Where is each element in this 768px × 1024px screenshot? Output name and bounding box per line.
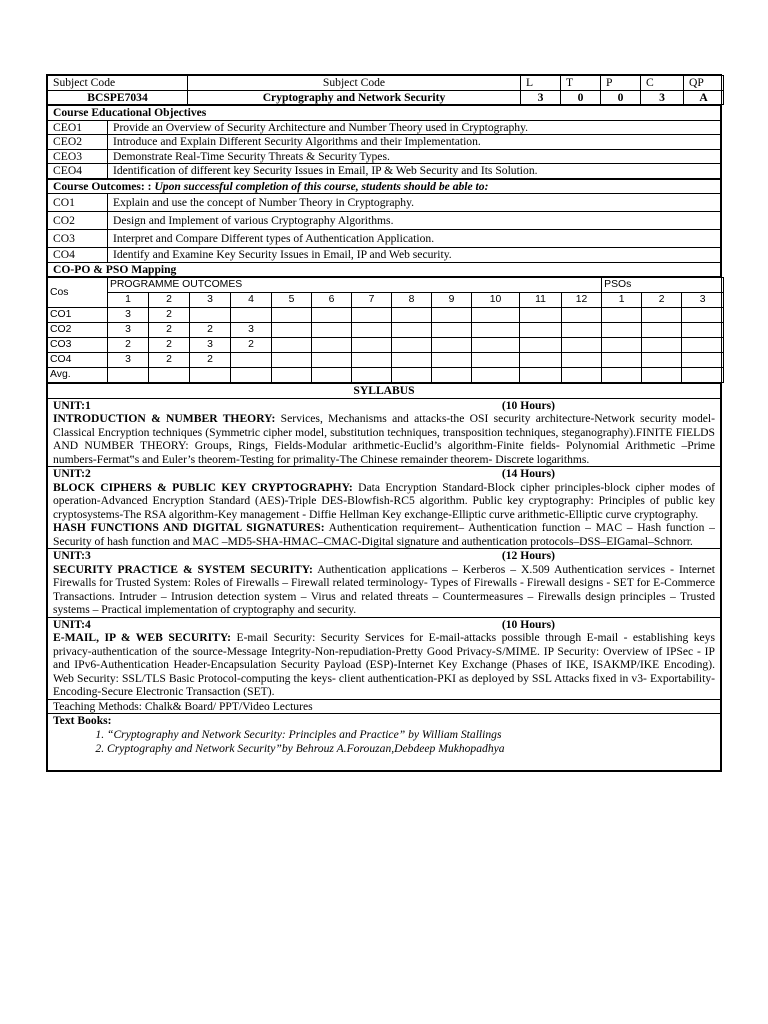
- textbooks-list: [53, 728, 715, 756]
- ceo-text: Demonstrate Real-Time Security Threats & Security Types.: [108, 149, 721, 164]
- unit-topic-body: Authentication requirement– Authentication function – MAC – Hash function – Security of hash function and MAC –MD5-SHA-HMAC–CMAC-Digital signature and authentication protocols–DSS–EIGamal–Schnorr.: [53, 521, 715, 548]
- mapping-cell: [602, 308, 642, 323]
- mapping-cell: [352, 323, 392, 338]
- unit-topic: [53, 521, 715, 548]
- mapping-row: [48, 308, 724, 323]
- co-heading-cell: [48, 179, 721, 194]
- mapping-cell: [520, 368, 562, 383]
- ceo-table: [47, 105, 721, 179]
- mapping-cell: [642, 368, 682, 383]
- po-number: 1: [108, 293, 149, 308]
- mapping-cell: [352, 338, 392, 353]
- mapping-cell: [642, 323, 682, 338]
- outcome-number-row: [48, 293, 724, 308]
- pso-number: 1: [602, 293, 642, 308]
- unit-row: [48, 549, 721, 618]
- co-table: [47, 179, 721, 278]
- mapping-cell: [352, 308, 392, 323]
- co-row: [48, 194, 721, 212]
- mapping-cell: 3: [231, 323, 272, 338]
- po-number: 2: [149, 293, 190, 308]
- subject-title: Cryptography and Network Security: [188, 90, 521, 105]
- mapping-cell: [682, 308, 724, 323]
- unit-cell: [48, 549, 721, 618]
- mapping-cell: [562, 338, 602, 353]
- ceo-row: [48, 149, 721, 164]
- mapping-row: [48, 323, 724, 338]
- mapping-cell: [312, 353, 352, 368]
- mapping-cell: [602, 323, 642, 338]
- mapping-cell: [312, 368, 352, 383]
- unit-topic-title: INTRODUCTION & NUMBER THEORY:: [53, 412, 276, 425]
- mapping-cell: [432, 368, 472, 383]
- unit-hours: (14 Hours): [501, 467, 555, 480]
- ceo-id: CEO3: [48, 149, 108, 164]
- textbook-item: 2. Cryptography and Network Security”by Behrouz A.Forouzan,Debdeep Mukhopadhya: [107, 742, 715, 756]
- mapping-cell: [432, 353, 472, 368]
- co-po-mapping-table: [47, 277, 724, 383]
- unit-topic: [53, 563, 715, 617]
- mapping-row-label: CO2: [48, 323, 108, 338]
- unit-hours: (10 Hours): [501, 617, 555, 631]
- mapping-cell: 2: [231, 338, 272, 353]
- mapping-cell: [562, 323, 602, 338]
- unit-topic-title: HASH FUNCTIONS AND DIGITAL SIGNATURES:: [53, 521, 325, 534]
- qp-label: QP: [684, 76, 724, 91]
- co-id: CO1: [48, 194, 108, 212]
- co-text: Interpret and Compare Different types of Authentication Application.: [108, 230, 721, 248]
- unit-topic-title: SECURITY PRACTICE & SYSTEM SECURITY:: [53, 562, 313, 576]
- ceo-text: Introduce and Explain Different Security Algorithms and their Implementation.: [108, 135, 721, 150]
- po-number: 4: [231, 293, 272, 308]
- mapping-cell: [312, 323, 352, 338]
- mapping-cell: [432, 338, 472, 353]
- ceo-row: [48, 120, 721, 135]
- co-text: Identify and Examine Key Security Issues in Email, IP and Web security.: [108, 248, 721, 263]
- mapping-row: [48, 338, 724, 353]
- ceo-id: CEO4: [48, 164, 108, 179]
- qp-value: A: [684, 90, 724, 105]
- po-number: 6: [312, 293, 352, 308]
- textbooks-heading: Text Books:: [53, 714, 112, 727]
- syllabus-document: [46, 74, 722, 772]
- mapping-cell: [392, 338, 432, 353]
- unit-header: [53, 549, 715, 563]
- co-heading: Course Outcomes: :: [53, 179, 152, 193]
- mapping-cell: [231, 353, 272, 368]
- unit-topic-title: BLOCK CIPHERS & PUBLIC KEY CRYPTOGRAPHY:: [53, 480, 353, 494]
- po-number: 10: [472, 293, 520, 308]
- t-label: T: [561, 76, 601, 91]
- mapping-row-label: CO1: [48, 308, 108, 323]
- unit-cell: [48, 398, 721, 467]
- mapping-cell: [392, 323, 432, 338]
- mapping-cell: [392, 308, 432, 323]
- mapping-cell: 3: [190, 338, 231, 353]
- mapping-cell: [642, 353, 682, 368]
- subject-code-value: BCSPE7034: [48, 90, 188, 105]
- mapping-cell: [231, 308, 272, 323]
- mapping-cell: [520, 338, 562, 353]
- ceo-heading: Course Educational Objectives: [48, 106, 721, 121]
- p-label: P: [601, 76, 641, 91]
- mapping-cell: [472, 338, 520, 353]
- mapping-cell: [602, 368, 642, 383]
- mapping-cell: [472, 323, 520, 338]
- mapping-cell: [602, 353, 642, 368]
- unit-row: [48, 398, 721, 467]
- mapping-row: [48, 368, 724, 383]
- co-id: CO2: [48, 212, 108, 230]
- mapping-cell: [642, 308, 682, 323]
- mapping-cell: [392, 368, 432, 383]
- unit-topic-body: E-mail Security: Security Services for E-mail-attacks possible through E-mail - establishing keys privacy-authentication of the source-Message Integrity-Non-repudiation-Pretty Good Privacy-S/MIME. IP Security: Overview of IPSec - IP and IPv6-Authentication Header-Encapsulation Security Payload (ESP)-Internet Key Exchange (Phases of IKE, ISAKMP/IKE Encoding). Web Security: SSL/TLS Basic Protocol-computing the keys- client authentication-PKI as deployed by SSL Attacks fixed in v3- Exportability-Encoding-Secure Electronic Transaction (SET).: [53, 631, 715, 698]
- po-label: PROGRAMME OUTCOMES: [108, 278, 602, 293]
- pso-number: 2: [642, 293, 682, 308]
- mapping-cell: [190, 308, 231, 323]
- mapping-cell: [108, 368, 149, 383]
- unit-row: [48, 617, 721, 699]
- unit-cell: [48, 467, 721, 549]
- textbook-item: 1. “Cryptography and Network Security: Principles and Practice” by William Stallings: [107, 728, 715, 742]
- po-number: 12: [562, 293, 602, 308]
- syllabus-heading: SYLLABUS: [48, 384, 721, 399]
- mapping-cell: [520, 323, 562, 338]
- mapping-cell: [562, 368, 602, 383]
- mapping-cell: [682, 338, 724, 353]
- ceo-text: Provide an Overview of Security Architecture and Number Theory used in Cryptography.: [108, 120, 721, 135]
- unit-row: [48, 467, 721, 549]
- mapping-cell: 3: [108, 308, 149, 323]
- co-row: [48, 230, 721, 248]
- unit-hours: (12 Hours): [501, 549, 555, 562]
- unit-number: UNIT:1: [53, 398, 91, 412]
- mapping-cell: [520, 353, 562, 368]
- mapping-cell: [392, 353, 432, 368]
- mapping-cell: 3: [108, 353, 149, 368]
- mapping-row-label: Avg.: [48, 368, 108, 383]
- ceo-row: [48, 135, 721, 150]
- co-text: Design and Implement of various Cryptography Algorithms.: [108, 212, 721, 230]
- unit-cell: [48, 617, 721, 699]
- mapping-cell: [472, 353, 520, 368]
- mapping-cell: [602, 338, 642, 353]
- pso-number: 3: [682, 293, 724, 308]
- mapping-cell: [190, 368, 231, 383]
- mapping-cell: [272, 338, 312, 353]
- mapping-cell: [231, 368, 272, 383]
- mapping-cell: 3: [108, 323, 149, 338]
- mapping-cell: [562, 353, 602, 368]
- po-number: 11: [520, 293, 562, 308]
- mapping-cell: 2: [149, 323, 190, 338]
- mapping-cell: [352, 353, 392, 368]
- mapping-cell: [352, 368, 392, 383]
- unit-topic: [53, 481, 715, 522]
- mapping-row-label: CO4: [48, 353, 108, 368]
- mapping-cell: [272, 368, 312, 383]
- unit-topic: [53, 412, 715, 466]
- l-label: L: [521, 76, 561, 91]
- co-text: Explain and use the concept of Number Theory in Cryptography.: [108, 194, 721, 212]
- c-value: 3: [641, 90, 684, 105]
- p-value: 0: [601, 90, 641, 105]
- ceo-id: CEO2: [48, 135, 108, 150]
- pso-label: PSOs: [602, 278, 724, 293]
- mapping-cell: [432, 323, 472, 338]
- po-number: 7: [352, 293, 392, 308]
- mapping-cell: [272, 353, 312, 368]
- teaching-methods: Teaching Methods: Chalk& Board/ PPT/Video Lectures: [48, 699, 721, 714]
- mapping-cell: 2: [149, 338, 190, 353]
- po-number: 5: [272, 293, 312, 308]
- textbooks-cell: [48, 714, 721, 771]
- mapping-row-label: CO3: [48, 338, 108, 353]
- co-subheading: Upon successful completion of this course, students should be able to:: [154, 179, 489, 193]
- mapping-cell: [682, 353, 724, 368]
- unit-topic-body: Authentication applications – Kerberos – X.509 Authentication services - Internet Firewalls for Trusted System: Roles of Firewalls – Firewall related terminology- Types of Firewalls - Firewall designs - SET for E-Commerce Transactions. Intruder – Intrusion detection system – Virus and related threats – Countermeasures – Firewalls design principles – Trusted systems – Practical implementation of cryptography and security.: [53, 562, 715, 616]
- ceo-row: [48, 164, 721, 179]
- subject-name-label: Subject Code: [188, 76, 521, 91]
- po-number: 8: [392, 293, 432, 308]
- subject-header-table: [47, 75, 724, 105]
- ceo-text: Identification of different key Security Issues in Email, IP & Web Security and Its Solution.: [108, 164, 721, 179]
- unit-hours: (10 Hours): [501, 398, 555, 412]
- c-label: C: [641, 76, 684, 91]
- mapping-cell: [312, 308, 352, 323]
- unit-topic-title: E-MAIL, IP & WEB SECURITY:: [53, 631, 232, 644]
- mapping-cell: [682, 368, 724, 383]
- mapping-cell: [472, 368, 520, 383]
- unit-topic-body: Services, Mechanisms and attacks-the OSI security architecture-Network security model-Classical Encryption techniques (Symmetric cipher model, substitution techniques, transposition techniques, steganography).FINITE FIELDS AND NUMBER THEORY: Groups, Rings, Fields-Modular arithmetic-Euclid’s algorithm-Finite fields- Polynomial Arithmetic –Prime numbers-Fermat‟s and Euler’s theorem-Testing for primality-The Chinese remainder theorem- Discrete logarithms.: [53, 412, 716, 466]
- mapping-cell: 2: [149, 308, 190, 323]
- unit-header: [53, 467, 715, 481]
- unit-topic-body: Data Encryption Standard-Block cipher principles-block cipher modes of operation-Advanced Encryption Standard (AES)-Triple DES-Blowfish-RC5 algorithm. Public key cryptography: Principles of public key cryptosystems-The RSA algorithm-Key management - Diffie Hellman Key exchange-Elliptic curve arithmetic-Elliptic curve cryptography.: [53, 480, 715, 521]
- ceo-id: CEO1: [48, 120, 108, 135]
- mapping-row: [48, 353, 724, 368]
- mapping-cell: [149, 368, 190, 383]
- mapping-cell: [642, 338, 682, 353]
- unit-number: UNIT:4: [53, 617, 91, 631]
- mapping-cell: [432, 308, 472, 323]
- po-number: 9: [432, 293, 472, 308]
- unit-header: [53, 618, 715, 632]
- co-id: CO3: [48, 230, 108, 248]
- mapping-cell: [562, 308, 602, 323]
- mapping-cell: 2: [190, 323, 231, 338]
- co-row: [48, 212, 721, 230]
- mapping-heading: CO-PO & PSO Mapping: [48, 262, 721, 277]
- co-id: CO4: [48, 248, 108, 263]
- mapping-cell: [312, 338, 352, 353]
- mapping-cell: 2: [149, 353, 190, 368]
- po-number: 3: [190, 293, 231, 308]
- mapping-cell: [272, 323, 312, 338]
- unit-number: UNIT:2: [53, 467, 91, 480]
- mapping-cell: 2: [190, 353, 231, 368]
- syllabus-table: [47, 383, 721, 771]
- t-value: 0: [561, 90, 601, 105]
- mapping-cell: [272, 308, 312, 323]
- co-row: [48, 248, 721, 263]
- unit-number: UNIT:3: [53, 549, 91, 562]
- l-value: 3: [521, 90, 561, 105]
- mapping-cell: [472, 308, 520, 323]
- cos-label: Cos: [48, 278, 108, 308]
- subject-code-label: Subject Code: [48, 76, 188, 91]
- unit-header: [53, 399, 715, 413]
- unit-topic: [53, 631, 715, 699]
- mapping-cell: [520, 308, 562, 323]
- mapping-cell: 2: [108, 338, 149, 353]
- mapping-cell: [682, 323, 724, 338]
